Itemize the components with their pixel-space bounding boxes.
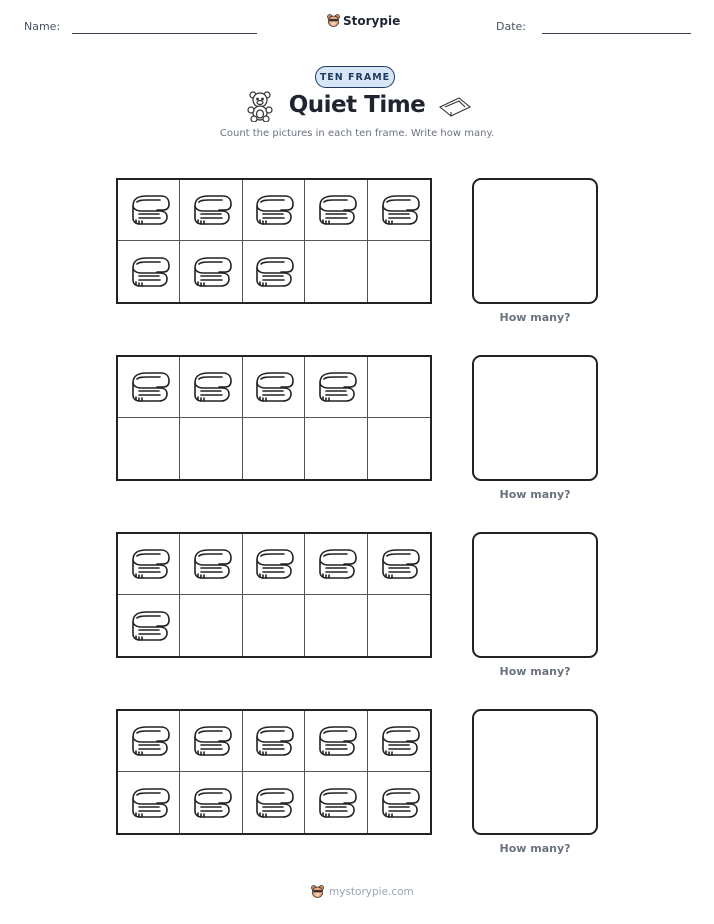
how-many-label: How many? [499,311,571,324]
ten-frame-cell [180,241,242,302]
answer-box-3[interactable] [472,532,598,658]
blanket-icon [314,723,358,759]
ten-frame-cell [180,357,242,418]
ten-frame-1 [116,178,432,304]
date-line [542,33,691,34]
bear-logo-icon [326,13,341,28]
ten-frame-cell [243,772,305,833]
footer [310,884,414,899]
blanket-icon [377,192,421,228]
blanket-icon [251,723,295,759]
ten-frame-4 [116,709,432,835]
blanket-icon [251,192,295,228]
blanket-icon [127,723,171,759]
blanket-icon [251,369,295,405]
blanket-icon [189,254,233,290]
ten-frame-cell [118,418,180,479]
blanket-icon [189,723,233,759]
blanket-icon [251,785,295,821]
ten-frame-cell [243,241,305,302]
ten-frame-cell [368,534,430,595]
ten-frame-cell [118,534,180,595]
blanket-icon [127,608,171,644]
ten-frame-cell [243,180,305,241]
blanket-icon [127,785,171,821]
ten-frame-cell [305,357,367,418]
blanket-icon [377,723,421,759]
blanket-icon [314,785,358,821]
ten-frame-cell [368,418,430,479]
ten-frame-cell [243,418,305,479]
ten-frame-cell [243,534,305,595]
ten-frame-cell [243,357,305,418]
ten-frame-cell [305,595,367,656]
page-title: Quiet Time [288,92,426,118]
blanket-icon [314,192,358,228]
blanket-icon [127,254,171,290]
blanket-icon [314,369,358,405]
ten-frame-cell [180,772,242,833]
ten-frame-cell [305,241,367,302]
date-label: Date: [496,20,526,33]
answer-box-1[interactable] [472,178,598,304]
answer-box-2[interactable] [472,355,598,481]
blanket-icon [251,254,295,290]
ten-frame-cell [180,711,242,772]
ten-frame-cell [368,595,430,656]
bear-logo-icon [310,884,325,899]
footer-site: mystorypie.com [329,885,414,898]
blanket-icon [127,546,171,582]
ten-frame-cell [368,357,430,418]
brand-logo [326,13,400,28]
ten-frame-cell [368,711,430,772]
how-many-label: How many? [499,842,571,855]
ten-frame-cell [180,595,242,656]
answer-box-4[interactable] [472,709,598,835]
ten-frame-cell [368,180,430,241]
name-line [72,33,257,34]
ten-frame-cell [243,711,305,772]
ten-frame-cell [305,180,367,241]
blanket-icon [189,369,233,405]
ten-frame-badge: TEN FRAME [315,66,395,88]
ten-frame-cell [118,711,180,772]
ten-frame-cell [305,711,367,772]
ten-frame-cell [368,772,430,833]
brand-name: Storypie [343,13,401,28]
ten-frame-cell [243,595,305,656]
how-many-label: How many? [499,488,571,501]
blanket-icon [377,785,421,821]
teddy-bear-icon [245,90,275,122]
blanket-icon [251,546,295,582]
ten-frame-3 [116,532,432,658]
ten-frame-cell [118,772,180,833]
ten-frame-cell [305,418,367,479]
ten-frame-cell [118,357,180,418]
folded-paper-icon [437,95,473,119]
blanket-icon [189,785,233,821]
ten-frame-cell [180,180,242,241]
ten-frame-2 [116,355,432,481]
blanket-icon [127,192,171,228]
name-label: Name: [24,20,61,33]
blanket-icon [189,192,233,228]
instructions: Count the pictures in each ten frame. Write how many. [219,128,495,139]
ten-frame-cell [118,595,180,656]
blanket-icon [377,546,421,582]
ten-frame-cell [368,241,430,302]
ten-frame-cell [180,418,242,479]
ten-frame-cell [305,772,367,833]
ten-frame-cell [180,534,242,595]
ten-frame-cell [118,180,180,241]
ten-frame-cell [305,534,367,595]
ten-frame-cell [118,241,180,302]
blanket-icon [189,546,233,582]
how-many-label: How many? [499,665,571,678]
blanket-icon [314,546,358,582]
blanket-icon [127,369,171,405]
